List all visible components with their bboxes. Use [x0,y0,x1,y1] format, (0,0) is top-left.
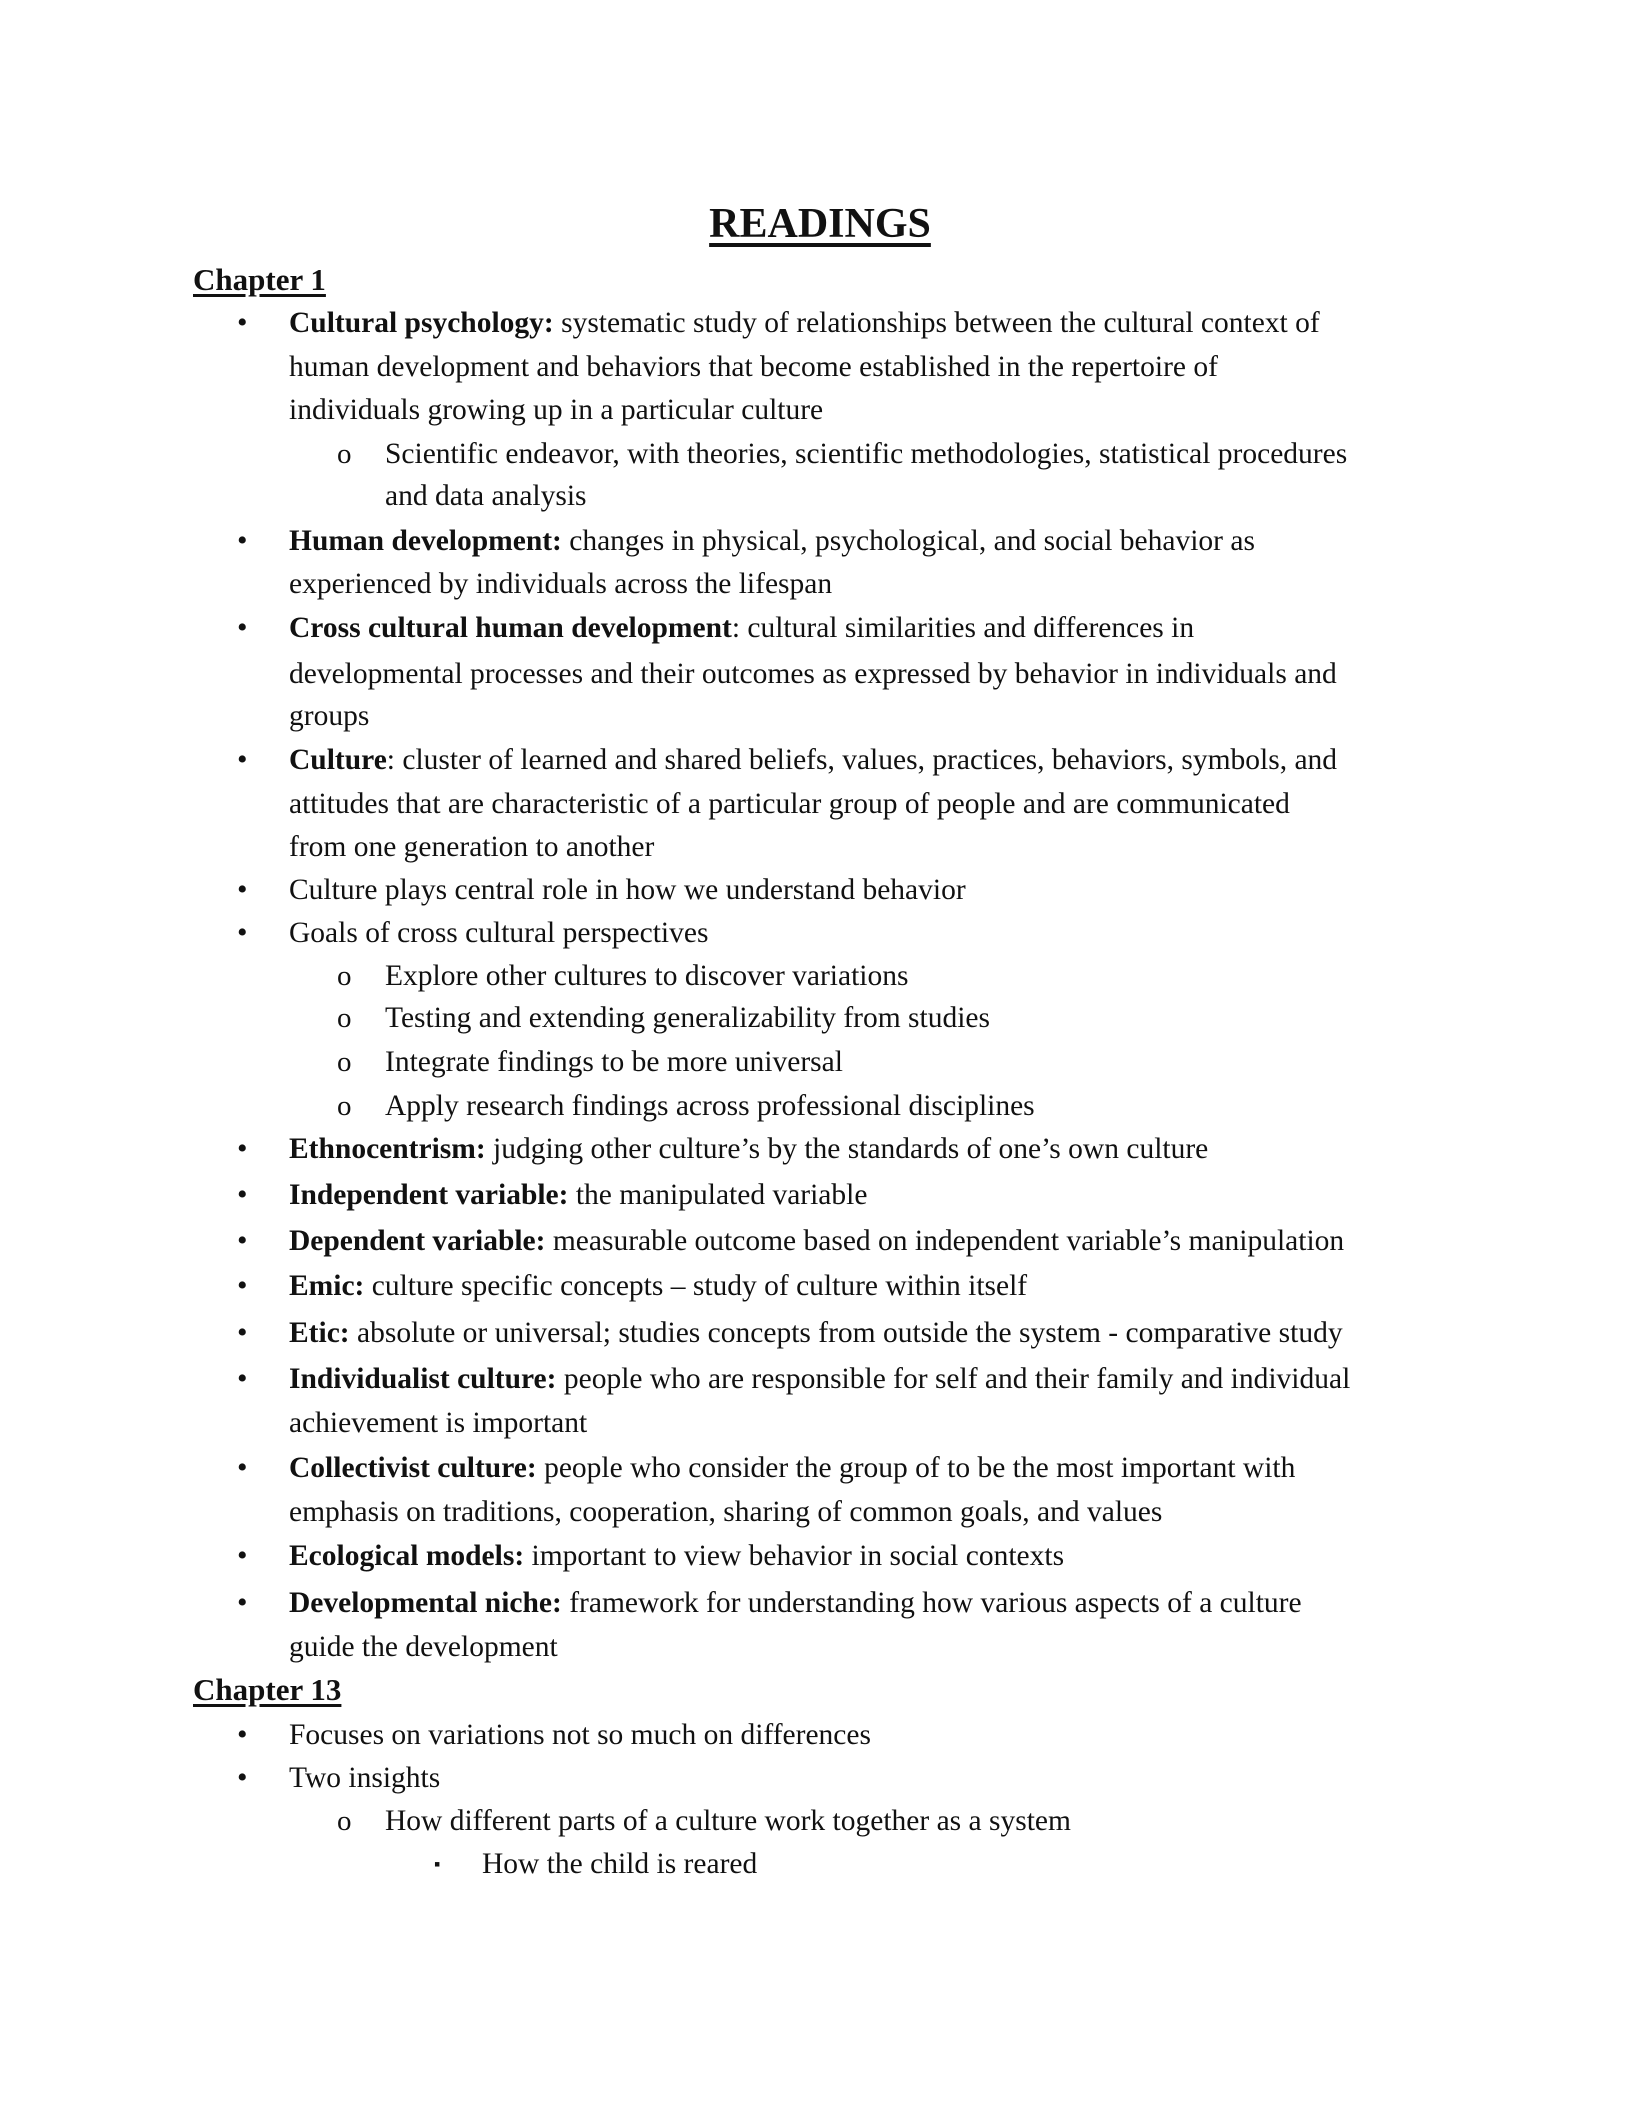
list-item: Focuses on variations not so much on differences [289,1719,871,1751]
bullet-icon: • [237,873,248,906]
continuation-line: from one generation to another [289,831,655,863]
term-label: Ethnocentrism: [289,1133,486,1165]
continuation-line: groups [289,700,370,732]
list-item-independent-variable [289,1177,867,1213]
bullet-icon: • [237,1316,248,1349]
definition-text: the manipulated variable [568,1179,868,1211]
list-item: Goals of cross cultural perspectives [289,917,709,949]
term-label: Individualist culture: [289,1363,557,1395]
definition-text: changes in physical, psychological, and social behavior as [561,525,1255,557]
list-item: Culture plays central role in how we understand behavior [289,874,966,906]
circle-bullet-icon: o [337,438,352,470]
continuation-line: emphasis on traditions, cooperation, sharing of common goals, and values [289,1496,1163,1528]
term-label: Dependent variable: [289,1225,546,1257]
list-item-etic [289,1315,1343,1351]
bullet-icon: • [237,1132,248,1165]
definition-text: : cultural similarities and differences in [731,612,1195,644]
sub-list-item: Testing and extending generalizability from studies [385,1002,990,1034]
list-item-culture [289,742,1337,778]
list-item-cultural-psychology [289,305,1320,341]
circle-bullet-icon: o [337,1002,352,1034]
term-label: Ecological models: [289,1540,525,1572]
sub-list-item: How different parts of a culture work together as a system [385,1805,1071,1837]
continuation-line: human development and behaviors that become established in the repertoire of [289,351,1218,383]
sub-list-item: Apply research findings across professional disciplines [385,1090,1035,1122]
chapter-1-heading: Chapter 1 [193,262,326,297]
continuation-line: and data analysis [385,480,587,512]
term-label: Collectivist culture: [289,1452,537,1484]
list-item-collectivist-culture [289,1450,1295,1486]
bullet-icon: • [237,1451,248,1484]
term-label: Cultural psychology: [289,307,554,339]
bullet-icon: • [237,1224,248,1257]
definition-text: absolute or universal; studies concepts from outside the system - comparative study [349,1317,1343,1349]
bullet-icon: • [237,1269,248,1302]
term-label: Etic: [289,1317,350,1349]
sub-list-item: Explore other cultures to discover variations [385,960,909,992]
circle-bullet-icon: o [337,960,352,992]
continuation-line: experienced by individuals across the lifespan [289,568,833,600]
definition-text: people who consider the group of to be the most important with [536,1452,1296,1484]
bullet-icon: • [237,1539,248,1572]
list-item-emic [289,1268,1027,1304]
term-label: Human development: [289,525,562,557]
circle-bullet-icon: o [337,1046,352,1078]
sub-list-item: Scientific endeavor, with theories, scientific methodologies, statistical procedures [385,438,1348,470]
bullet-icon: • [237,743,248,776]
term-label: Cross cultural human development [289,612,732,644]
bullet-icon: • [237,611,248,644]
definition-text: judging other culture’s by the standards of one’s own culture [485,1133,1209,1165]
continuation-line: guide the development [289,1631,558,1663]
continuation-line: developmental processes and their outcomes as expressed by behavior in individuals and [289,658,1337,690]
circle-bullet-icon: o [337,1090,352,1122]
continuation-line: attitudes that are characteristic of a particular group of people and are communicated [289,788,1290,820]
definition-text: culture specific concepts – study of culture within itself [364,1270,1028,1302]
square-bullet-icon: ▪ [434,1854,441,1874]
bullet-icon: • [237,1586,248,1619]
list-item-ecological-models [289,1538,1064,1574]
bullet-icon: • [237,1718,248,1751]
list-item-human-development [289,523,1255,559]
document-title: READINGS [709,201,931,247]
bullet-icon: • [237,1761,248,1794]
definition-text: measurable outcome based on independent variable’s manipulation [545,1225,1345,1257]
sub-list-item: Integrate findings to be more universal [385,1046,843,1078]
definition-text: framework for understanding how various aspects of a culture [561,1587,1302,1619]
bullet-icon: • [237,916,248,949]
term-label: Emic: [289,1270,365,1302]
list-item-dependent-variable [289,1223,1344,1259]
continuation-line: achievement is important [289,1407,588,1439]
list-item-individualist-culture [289,1361,1350,1397]
chapter-13-heading: Chapter 13 [193,1672,342,1707]
list-item-developmental-niche [289,1585,1302,1621]
bullet-icon: • [237,1178,248,1211]
circle-bullet-icon: o [337,1805,352,1837]
term-label: Independent variable: [289,1179,569,1211]
definition-text: systematic study of relationships between the cultural context of [553,307,1320,339]
bullet-icon: • [237,524,248,557]
term-label: Developmental niche: [289,1587,562,1619]
bullet-icon: • [237,1362,248,1395]
definition-text: people who are responsible for self and their family and individual [556,1363,1351,1395]
definition-text: important to view behavior in social contexts [524,1540,1065,1572]
list-item-ethnocentrism [289,1131,1208,1167]
bullet-icon: • [237,306,248,339]
sub-sub-list-item: How the child is reared [482,1848,758,1880]
continuation-line: individuals growing up in a particular culture [289,394,824,426]
definition-text: : cluster of learned and shared beliefs, values, practices, behaviors, symbols, and [386,744,1338,776]
list-item-cross-cultural [289,610,1194,646]
term-label: Culture [289,744,387,776]
list-item: Two insights [289,1762,441,1794]
